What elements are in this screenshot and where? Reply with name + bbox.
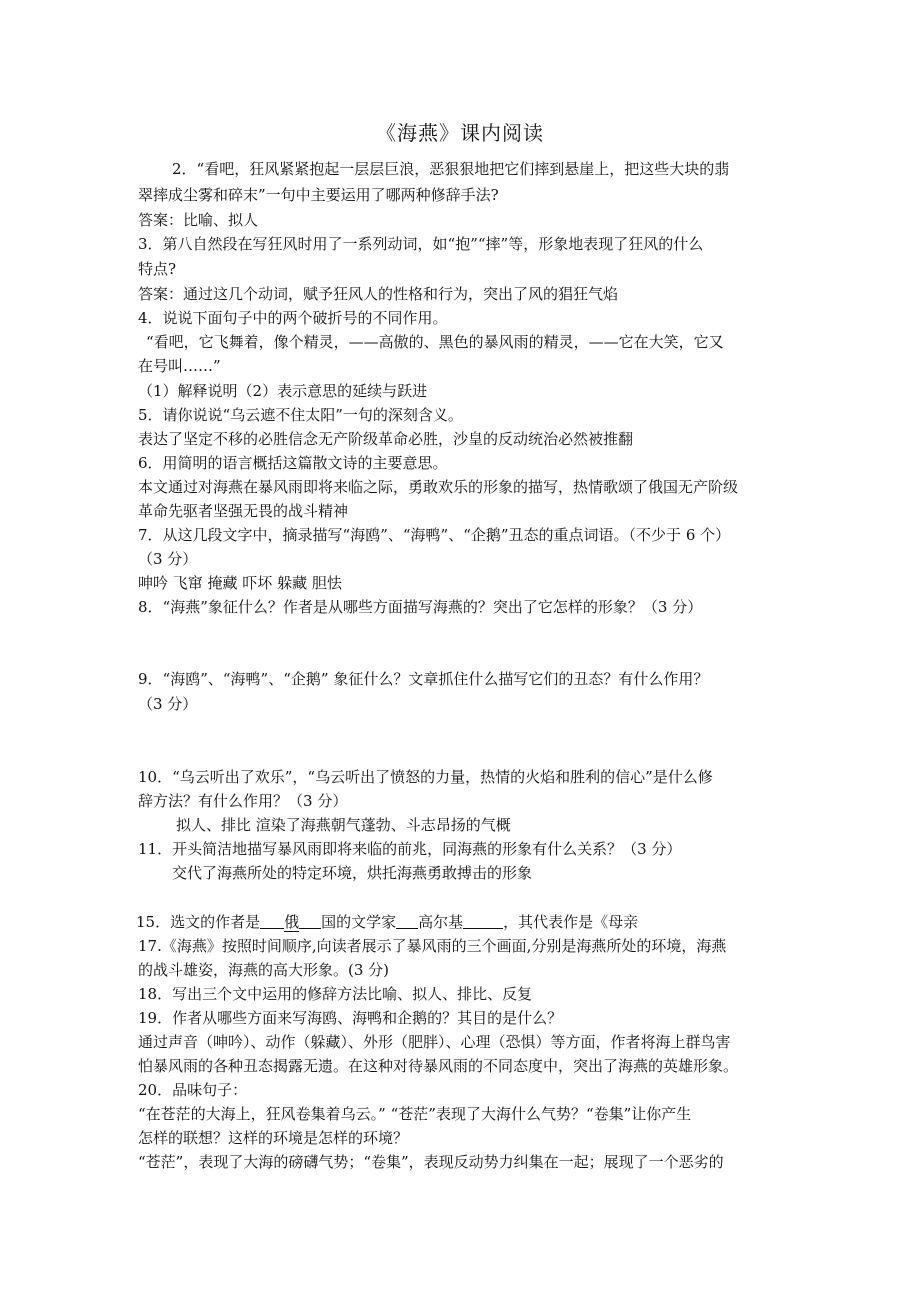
q15-fill-country: 俄 (284, 913, 300, 931)
q2-answer: 答案：比喻、拟人 (138, 211, 259, 229)
q8-line1: 8．“海燕”象征什么？作者是从哪些方面描写海燕的？突出了它怎样的形象？（3 分） (138, 598, 703, 616)
q5-answer: 表达了坚定不移的必胜信念无产阶级革命必胜，沙皇的反动统治必然被推翻 (138, 430, 634, 448)
q20-quote-line2: 怎样的联想？这样的环境是怎样的环境？ (138, 1129, 409, 1147)
q6-answer-line1: 本文通过对海燕在暴风雨即将来临之际，勇敢欢乐的形象的描写，热情歌颂了俄国无产阶级 (138, 478, 739, 496)
page-title: 《海燕》课内阅读 (376, 121, 544, 145)
q10-line2: 辞方法？有什么作用？（3 分） (138, 792, 348, 810)
q3-line1: 3．第八自然段在写狂风时用了一系列动词，如“抱”“摔”等，形象地表现了狂风的什么 (138, 235, 704, 253)
q2-line1: 2．“看吧，狂风紧紧抱起一层层巨浪，恶狠狠地把它们摔到悬崖上，把这些大块的翡 (172, 160, 730, 178)
q11-line1: 11．开头简洁地描写暴风雨即将来临的前兆，同海燕的形象有什么关系？（3 分） (138, 840, 682, 858)
q9-line1: 9．“海鸥”、“海鸭”、“企鹅” 象征什么？文章抓住什么描写它们的丑态？有什么作用？ (138, 670, 709, 688)
q15-line (136, 911, 638, 933)
q4-quote-line2: 在号叫……” (138, 357, 221, 375)
q2-line2: 翠摔成尘雾和碎末”一句中主要运用了哪两种修辞手法? (138, 186, 499, 204)
q6-line1: 6．用简明的语言概括这篇散文诗的主要意思。 (138, 454, 448, 472)
q20-quote-line1: “在苍茫的大海上，狂风卷集着乌云。” “苍茫”表现了大海什么气势？“卷集”让你产生 (138, 1105, 692, 1123)
q20-line1: 20．品味句子： (138, 1081, 248, 1099)
q4-quote-line1: “看吧，它飞舞着，像个精灵，——高傲的、黑色的暴风雨的精灵，——它在大笑，它又 (146, 333, 724, 351)
q19-answer-line2: 怕暴风雨的各种丑态揭露无遗。在这种对待暴风雨的不同态度中，突出了海燕的英雄形象。 (138, 1057, 739, 1075)
q3-answer: 答案：通过这几个动词，赋予狂风人的性格和行为，突出了风的猖狂气焰 (138, 285, 619, 303)
q19-line1: 19．作者从哪些方面来写海鸥、海鸭和企鹅的？其目的是什么？ (138, 1009, 563, 1027)
q18-line1: 18．写出三个文中运用的修辞方法比喻、拟人、排比、反复 (138, 985, 533, 1003)
q7-line1: 7．从这几段文字中，摘录描写“海鸥”、“海鸭”、“企鹅”丑态的重点词语。（不少于 6 个） (138, 526, 731, 544)
q11-answer: 交代了海燕所处的特定环境，烘托海燕勇敢搏击的形象 (172, 864, 533, 882)
q15-blank-1 (260, 913, 284, 929)
q20-answer: “苍茫”，表现了大海的磅礴气势；“卷集”，表现反动势力纠集在一起；展现了一个恶劣的 (138, 1153, 724, 1171)
q15-blank-3 (396, 913, 418, 929)
q7-line2: （3 分） (138, 550, 198, 568)
q7-answer: 呻吟 飞窜 掩藏 吓坏 躲藏 胆怯 (138, 574, 342, 592)
q10-answer: 拟人、排比 渲染了海燕朝气蓬勃、斗志昂扬的气概 (176, 816, 511, 834)
q15-blank-2 (299, 913, 321, 929)
q15-mid2: ，其代表作是《母亲 (503, 913, 639, 931)
q4-answer: （1）解释说明（2）表示意思的延续与跃进 (138, 382, 428, 400)
q5-line1: 5．请你说说“乌云遮不住太阳”一句的深刻含义。 (138, 406, 463, 424)
q17-line1: 17.《海燕》按照时间顺序,向读者展示了暴风雨的三个画面,分别是海燕所处的环境，海燕 (138, 937, 727, 955)
q10-line1: 10．“乌云听出了欢乐”，“乌云听出了愤怒的力量，热情的火焰和胜利的信心”是什么修 (138, 768, 713, 786)
q15-mid1: 国的文学家 (321, 913, 397, 931)
q15-prefix: 15．选文的作者是 (136, 913, 261, 931)
q15-fill-author: 高尔基 (418, 913, 464, 931)
q17-line2: 的战斗雄姿，海燕的高大形象。(3 分) (138, 961, 390, 979)
q6-answer-line2: 革命先驱者坚强无畏的战斗精神 (138, 502, 349, 520)
q15-blank-4 (463, 913, 503, 929)
q4-line1: 4．说说下面句子中的两个破折号的不同作用。 (138, 309, 448, 327)
q9-line2: （3 分） (138, 695, 198, 713)
q3-line2: 特点? (138, 260, 177, 278)
q19-answer-line1: 通过声音（呻吟）、动作（躲藏）、外形（肥胖）、心理（恐惧）等方面，作者将海上群鸟害 (138, 1033, 731, 1051)
